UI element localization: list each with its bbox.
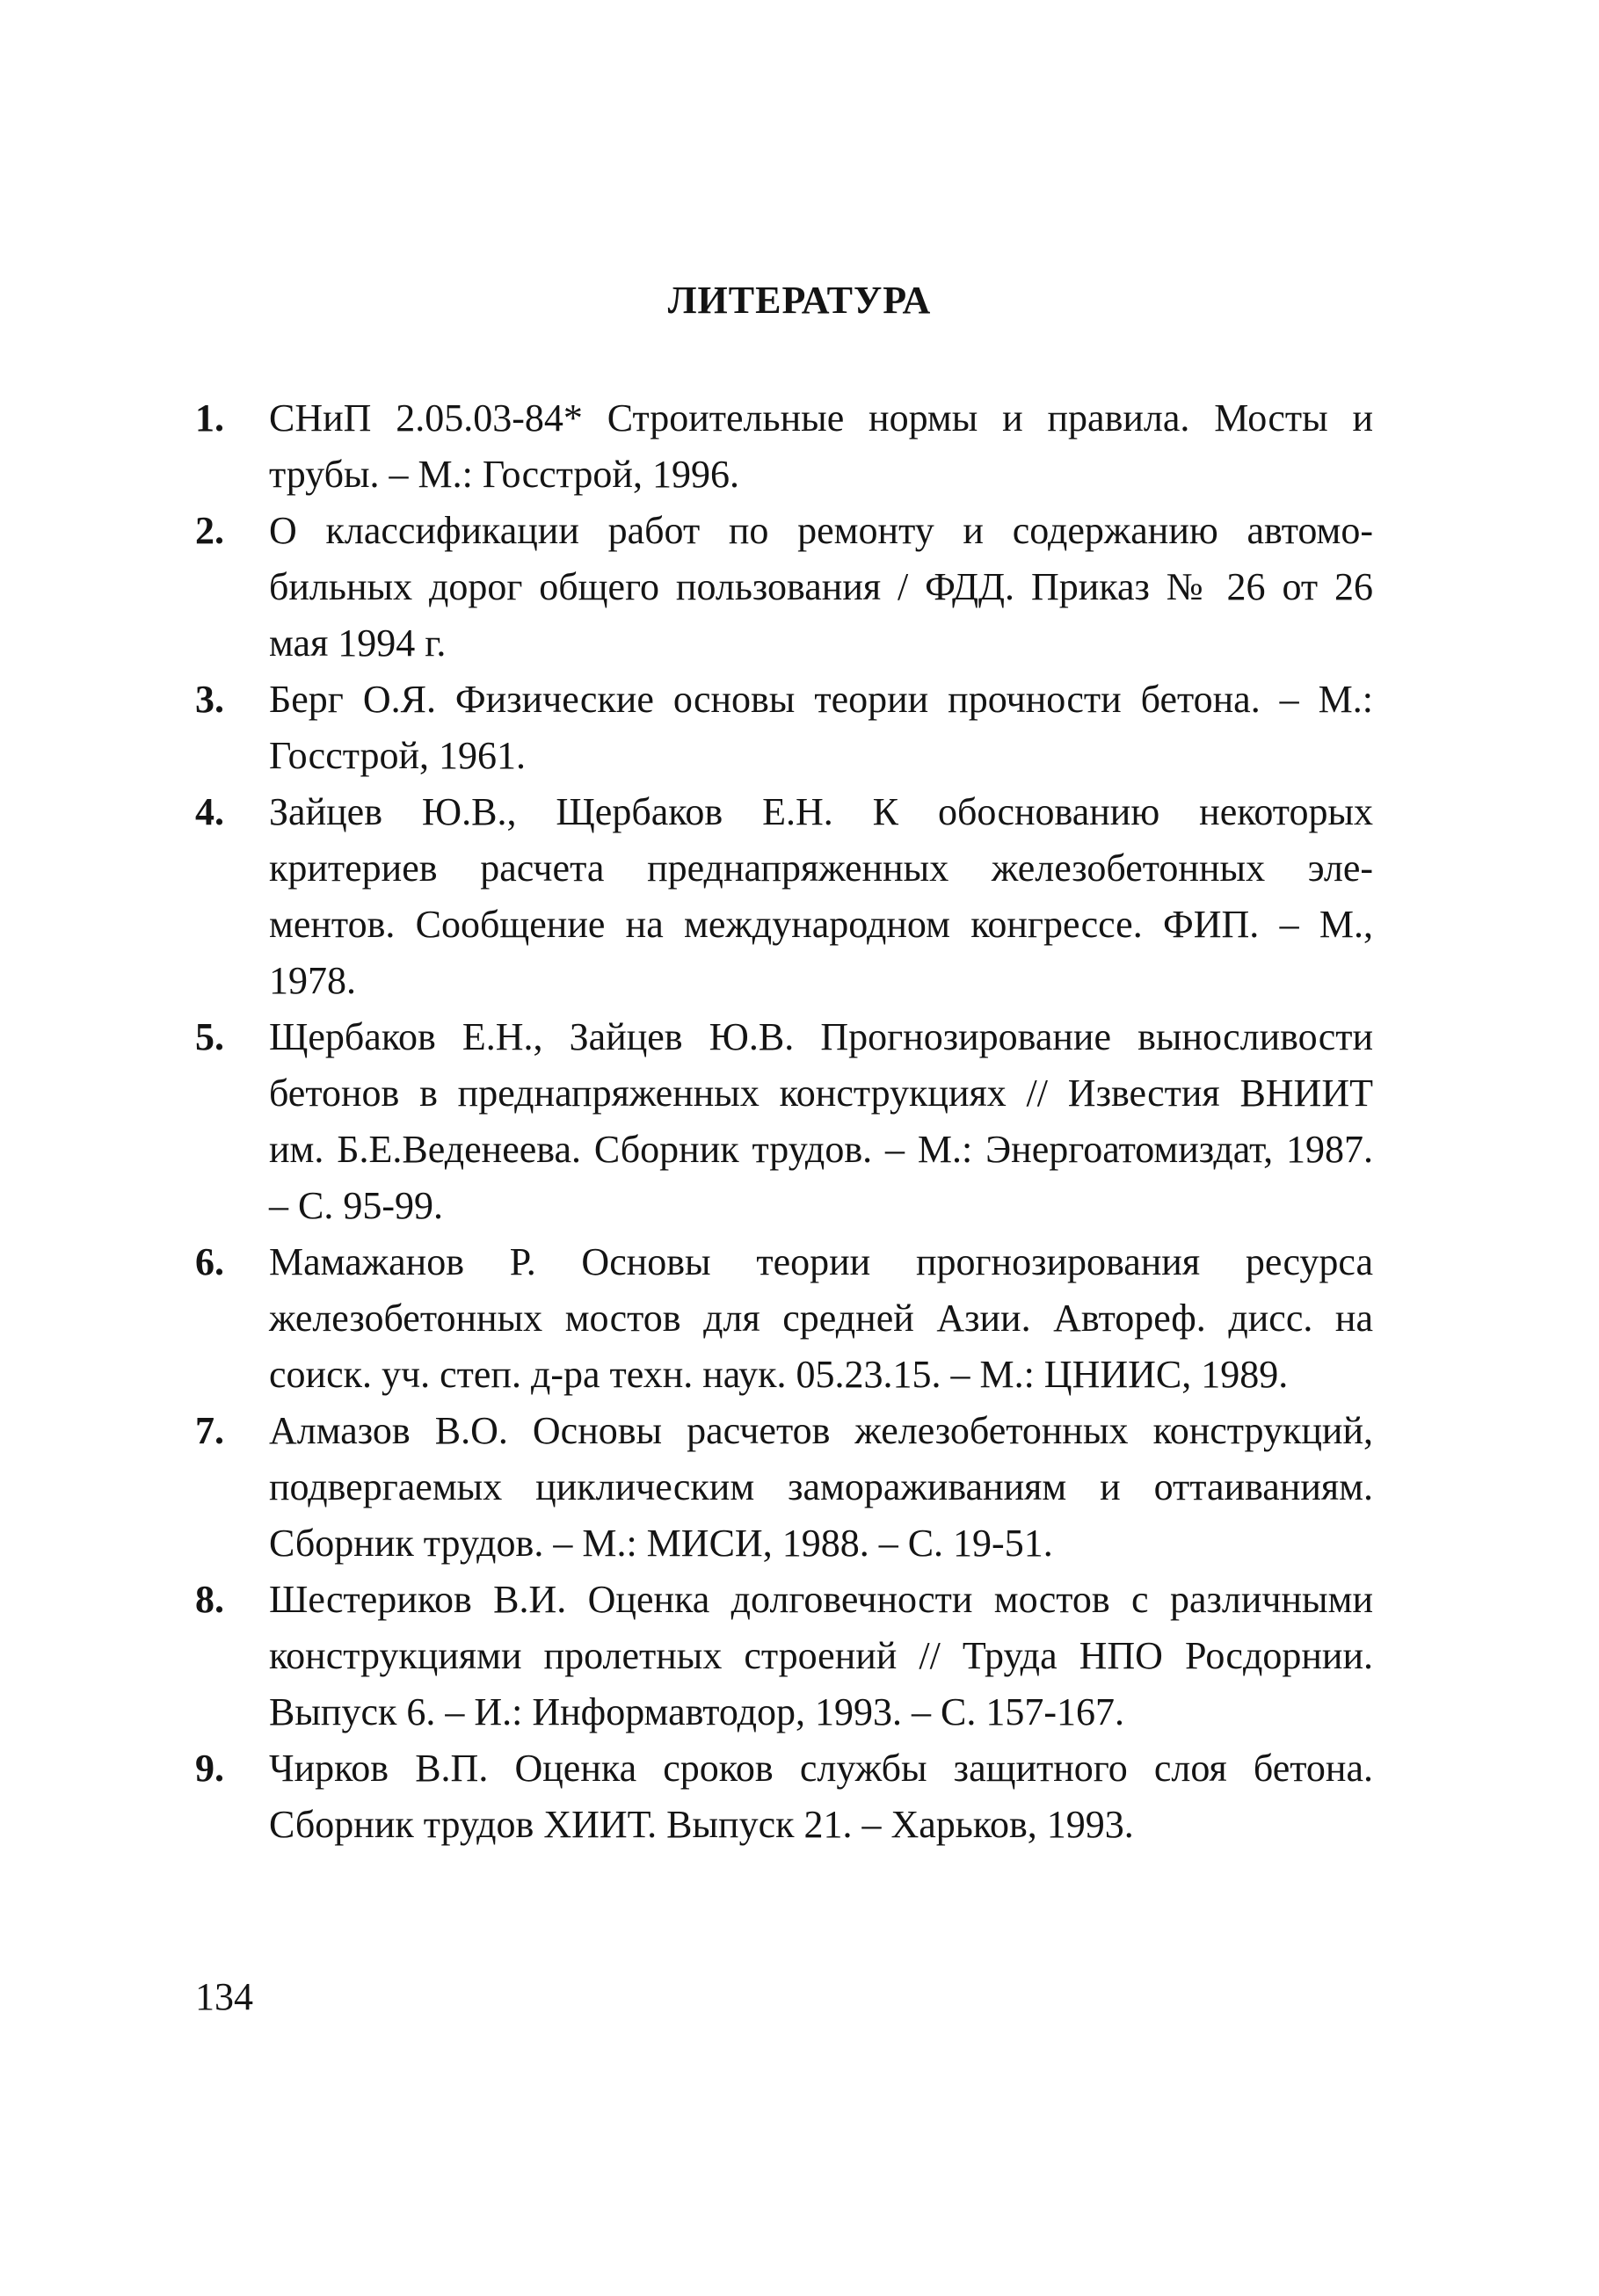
reference-text-line: Алмазов В.О. Основы расчетов железобетонных конструкций, [269,1409,1373,1452]
reference-number: 8. [195,1578,224,1621]
reference-text-line: Зайцев Ю.В., Щербаков Е.Н. К обоснованию некоторых [269,790,1373,833]
reference-text-line: 1978. [269,959,356,1002]
reference-text-line: бетонов в преднапряженных конструкциях // Известия ВНИИТ [269,1072,1373,1115]
reference-text-line: О классификации работ по ремонту и содержанию автомо- [269,509,1373,552]
reference-number: 2. [195,509,224,552]
reference-list [195,390,1373,1853]
reference-item [195,390,1373,503]
reference-text-line: железобетонных мостов для средней Азии. Автореф. дисс. на [269,1297,1373,1340]
page-title: ЛИТЕРАТУРА [667,279,932,322]
reference-text-line: Госстрой, 1961. [269,734,527,777]
reference-text-line: критериев расчета преднапряженных железобетонных эле- [269,846,1373,890]
reference-item [195,784,1373,1009]
reference-text-line: трубы. – М.: Госстрой, 1996. [269,453,739,496]
reference-text-line: Берг О.Я. Физические основы теории прочности бетона. – М.: [269,678,1373,721]
reference-item [195,1234,1373,1403]
reference-text-line: подвергаемых циклическим замораживаниям и оттаиваниям. [269,1465,1373,1508]
reference-text-line: Сборник трудов ХИИТ. Выпуск 21. – Харьков, 1993. [269,1803,1134,1846]
reference-text-line: ментов. Сообщение на международном конгрессе. ФИП. – М., [269,903,1373,946]
reference-text-line: Щербаков Е.Н., Зайцев Ю.В. Прогнозирование выносливости [269,1015,1373,1058]
reference-text-line: соиск. уч. степ. д-ра техн. наук. 05.23.15. – М.: ЦНИИС, 1989. [269,1353,1289,1396]
reference-item [195,503,1373,672]
reference-text-line: конструкциями пролетных строений // Труда НПО Росдорнии. [269,1634,1373,1677]
reference-text-line: – С. 95-99. [269,1184,443,1227]
reference-text-line: Мамажанов Р. Основы теории прогнозирования ресурса [269,1240,1373,1283]
reference-number: 7. [195,1409,224,1452]
reference-item [195,672,1373,784]
reference-number: 6. [195,1240,224,1283]
reference-item [195,1740,1373,1853]
reference-item [195,1403,1373,1572]
reference-text-line: Выпуск 6. – И.: Информавтодор, 1993. – С. 157-167. [269,1690,1125,1733]
reference-text-line: им. Б.Е.Веденеева. Сборник трудов. – М.: Энергоатомиздат, 1987. [269,1128,1373,1171]
reference-text-line: бильных дорог общего пользования / ФДД. Приказ № 26 от 26 [269,565,1373,608]
reference-text-line: СНиП 2.05.03-84* Строительные нормы и правила. Мосты и [269,396,1373,440]
reference-text-line: мая 1994 г. [269,621,447,665]
reference-text-line: Сборник трудов. – М.: МИСИ, 1988. – С. 19-51. [269,1522,1053,1565]
reference-text-line: Чирков В.П. Оценка сроков службы защитного слоя бетона. [269,1747,1373,1790]
reference-number: 3. [195,678,224,721]
reference-number: 4. [195,790,224,833]
reference-item [195,1009,1373,1234]
reference-item [195,1572,1373,1740]
reference-number: 5. [195,1015,224,1058]
reference-text-line: Шестериков В.И. Оценка долговечности мостов с различными [269,1578,1373,1621]
reference-number: 1. [195,396,224,440]
reference-number: 9. [195,1747,224,1790]
page-number: 134 [195,1975,253,2018]
